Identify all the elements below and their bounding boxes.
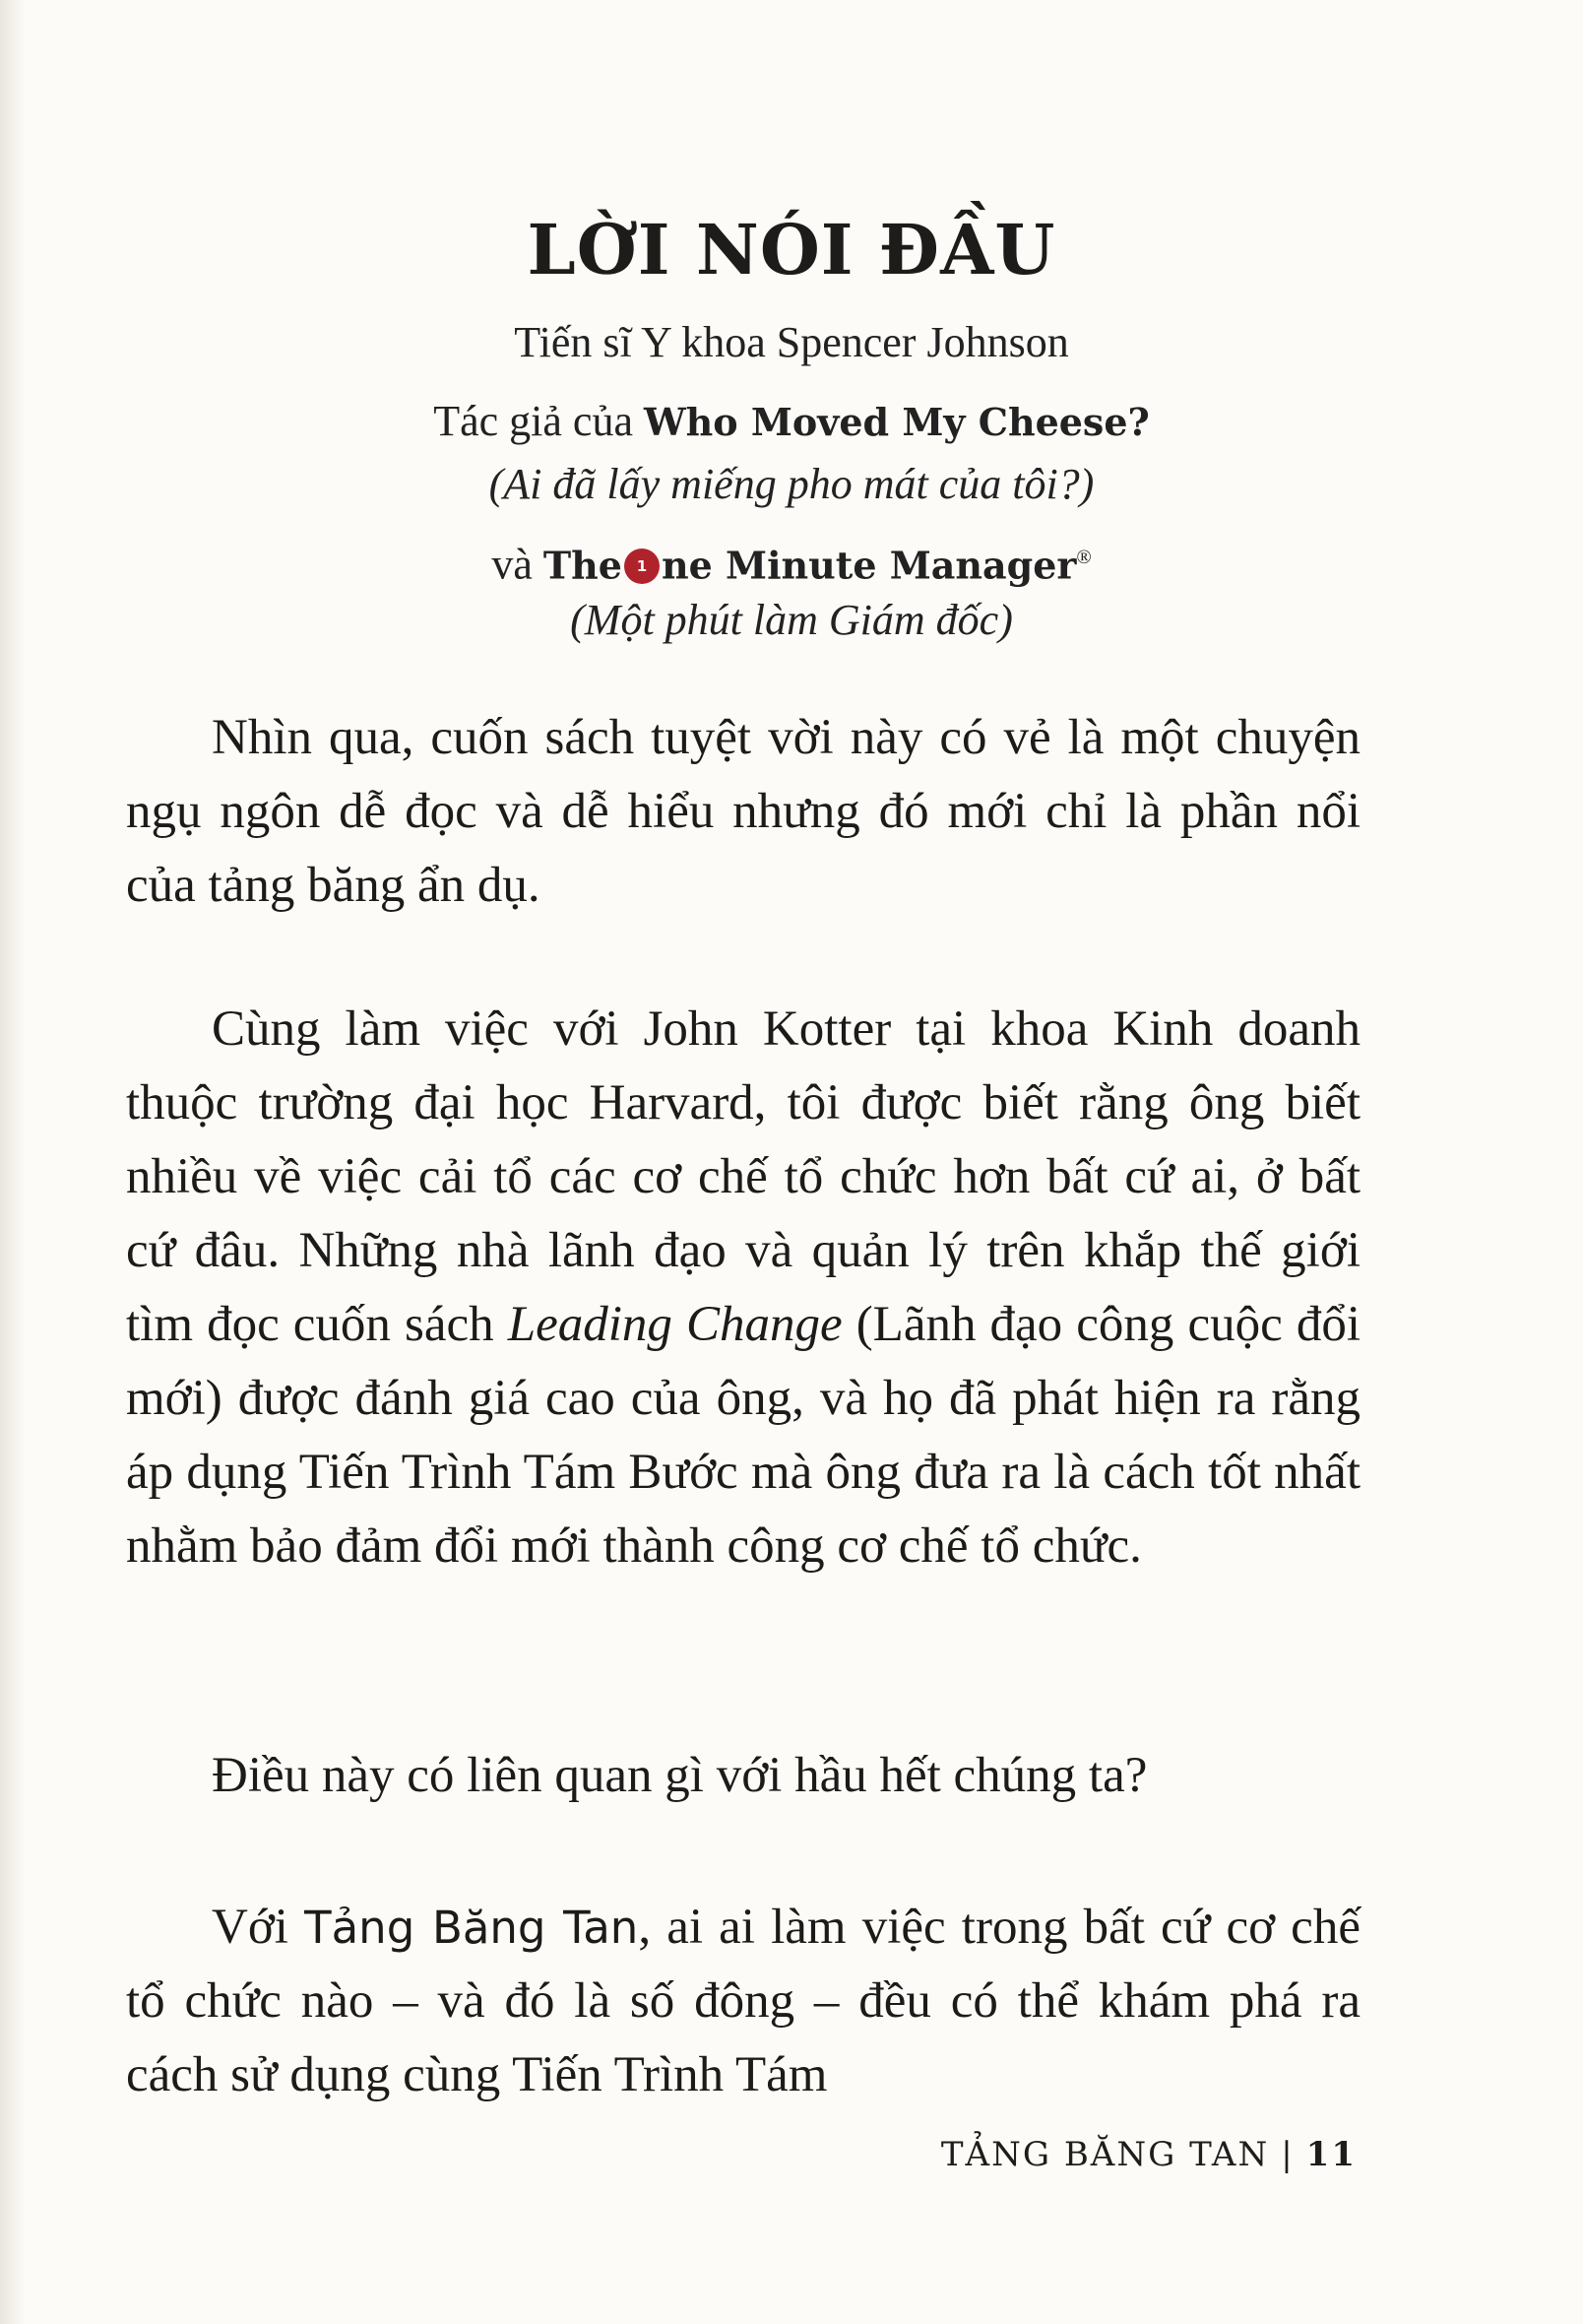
and-word: và (491, 540, 533, 589)
paragraph-1: Nhìn qua, cuốn sách tuyệt vời này có vẻ là một chuyện ngụ ngôn dễ đọc và dễ hiểu nhưng đó mới chỉ là phần nổi của tảng băng ẩn dụ. (126, 710, 1361, 913)
paragraph-2-part1: Cùng làm việc với John Kotter tại khoa Kinh doanh thuộc trường đại học Harvard, tôi được biết rằng ông biết nhiều về việc cải tổ các cơ chế tổ chức hơn bất cứ ai, ở bất cứ đâu. Những nhà lãnh đạo và quản lý trên khắp thế giới tìm đọc cuốn sách (126, 1001, 1361, 1352)
paragraph-2-part2: (Lãnh đạo công cuộc đổi mới) được đánh giá cao của ông, và họ đã phát hiện ra rằng áp dụng Tiến Trình Tám Bước mà ông đưa ra là cách tốt nhất nhằm bảo đảm đổi mới thành công cơ chế tổ chức. (126, 1297, 1361, 1574)
book-title-inline: Tảng Băng Tan (304, 1902, 639, 1954)
author-line: Tiến sĩ Y khoa Spencer Johnson (514, 318, 1069, 366)
paragraph-3: Điều này có liên quan gì với hầu hết chúng ta? (212, 1748, 1148, 1803)
chapter-title: LỜI NÓI ĐẦU (527, 209, 1056, 290)
paragraph-2 (126, 993, 1361, 1583)
leading-change-title: Leading Change (507, 1297, 843, 1352)
paragraph-4-prefix: Với (212, 1900, 305, 1955)
trademark-mark: ® (1076, 547, 1092, 568)
book2-translation: (Một phút làm Giám đốc) (570, 596, 1013, 644)
book1-line (0, 392, 1583, 452)
book2-title-rest: ne Minute Manager (661, 543, 1077, 588)
author-of-prefix: Tác giả của (433, 397, 633, 445)
book2-the: The (542, 543, 622, 588)
book1-title: Who Moved My Cheese? (643, 400, 1150, 444)
one-minute-logo-icon: 1 (624, 549, 660, 584)
page-number: 11 (1305, 2135, 1357, 2174)
paragraph-4 (126, 1891, 1361, 2112)
footer-separator: | (1281, 2135, 1295, 2174)
running-footer (941, 2135, 1357, 2174)
book1-translation: (Ai đã lấy miếng pho mát của tôi?) (488, 460, 1095, 508)
book2-line (0, 528, 1583, 596)
footer-book-name: TẢNG BĂNG TAN (940, 2135, 1270, 2174)
paragraph-4-rest: , ai ai làm việc trong bất cứ cơ chế tổ chức nào – và đó là số đông – đều có thể khám phá ra cách sử dụng cùng Tiến Trình Tám (126, 1900, 1361, 2102)
